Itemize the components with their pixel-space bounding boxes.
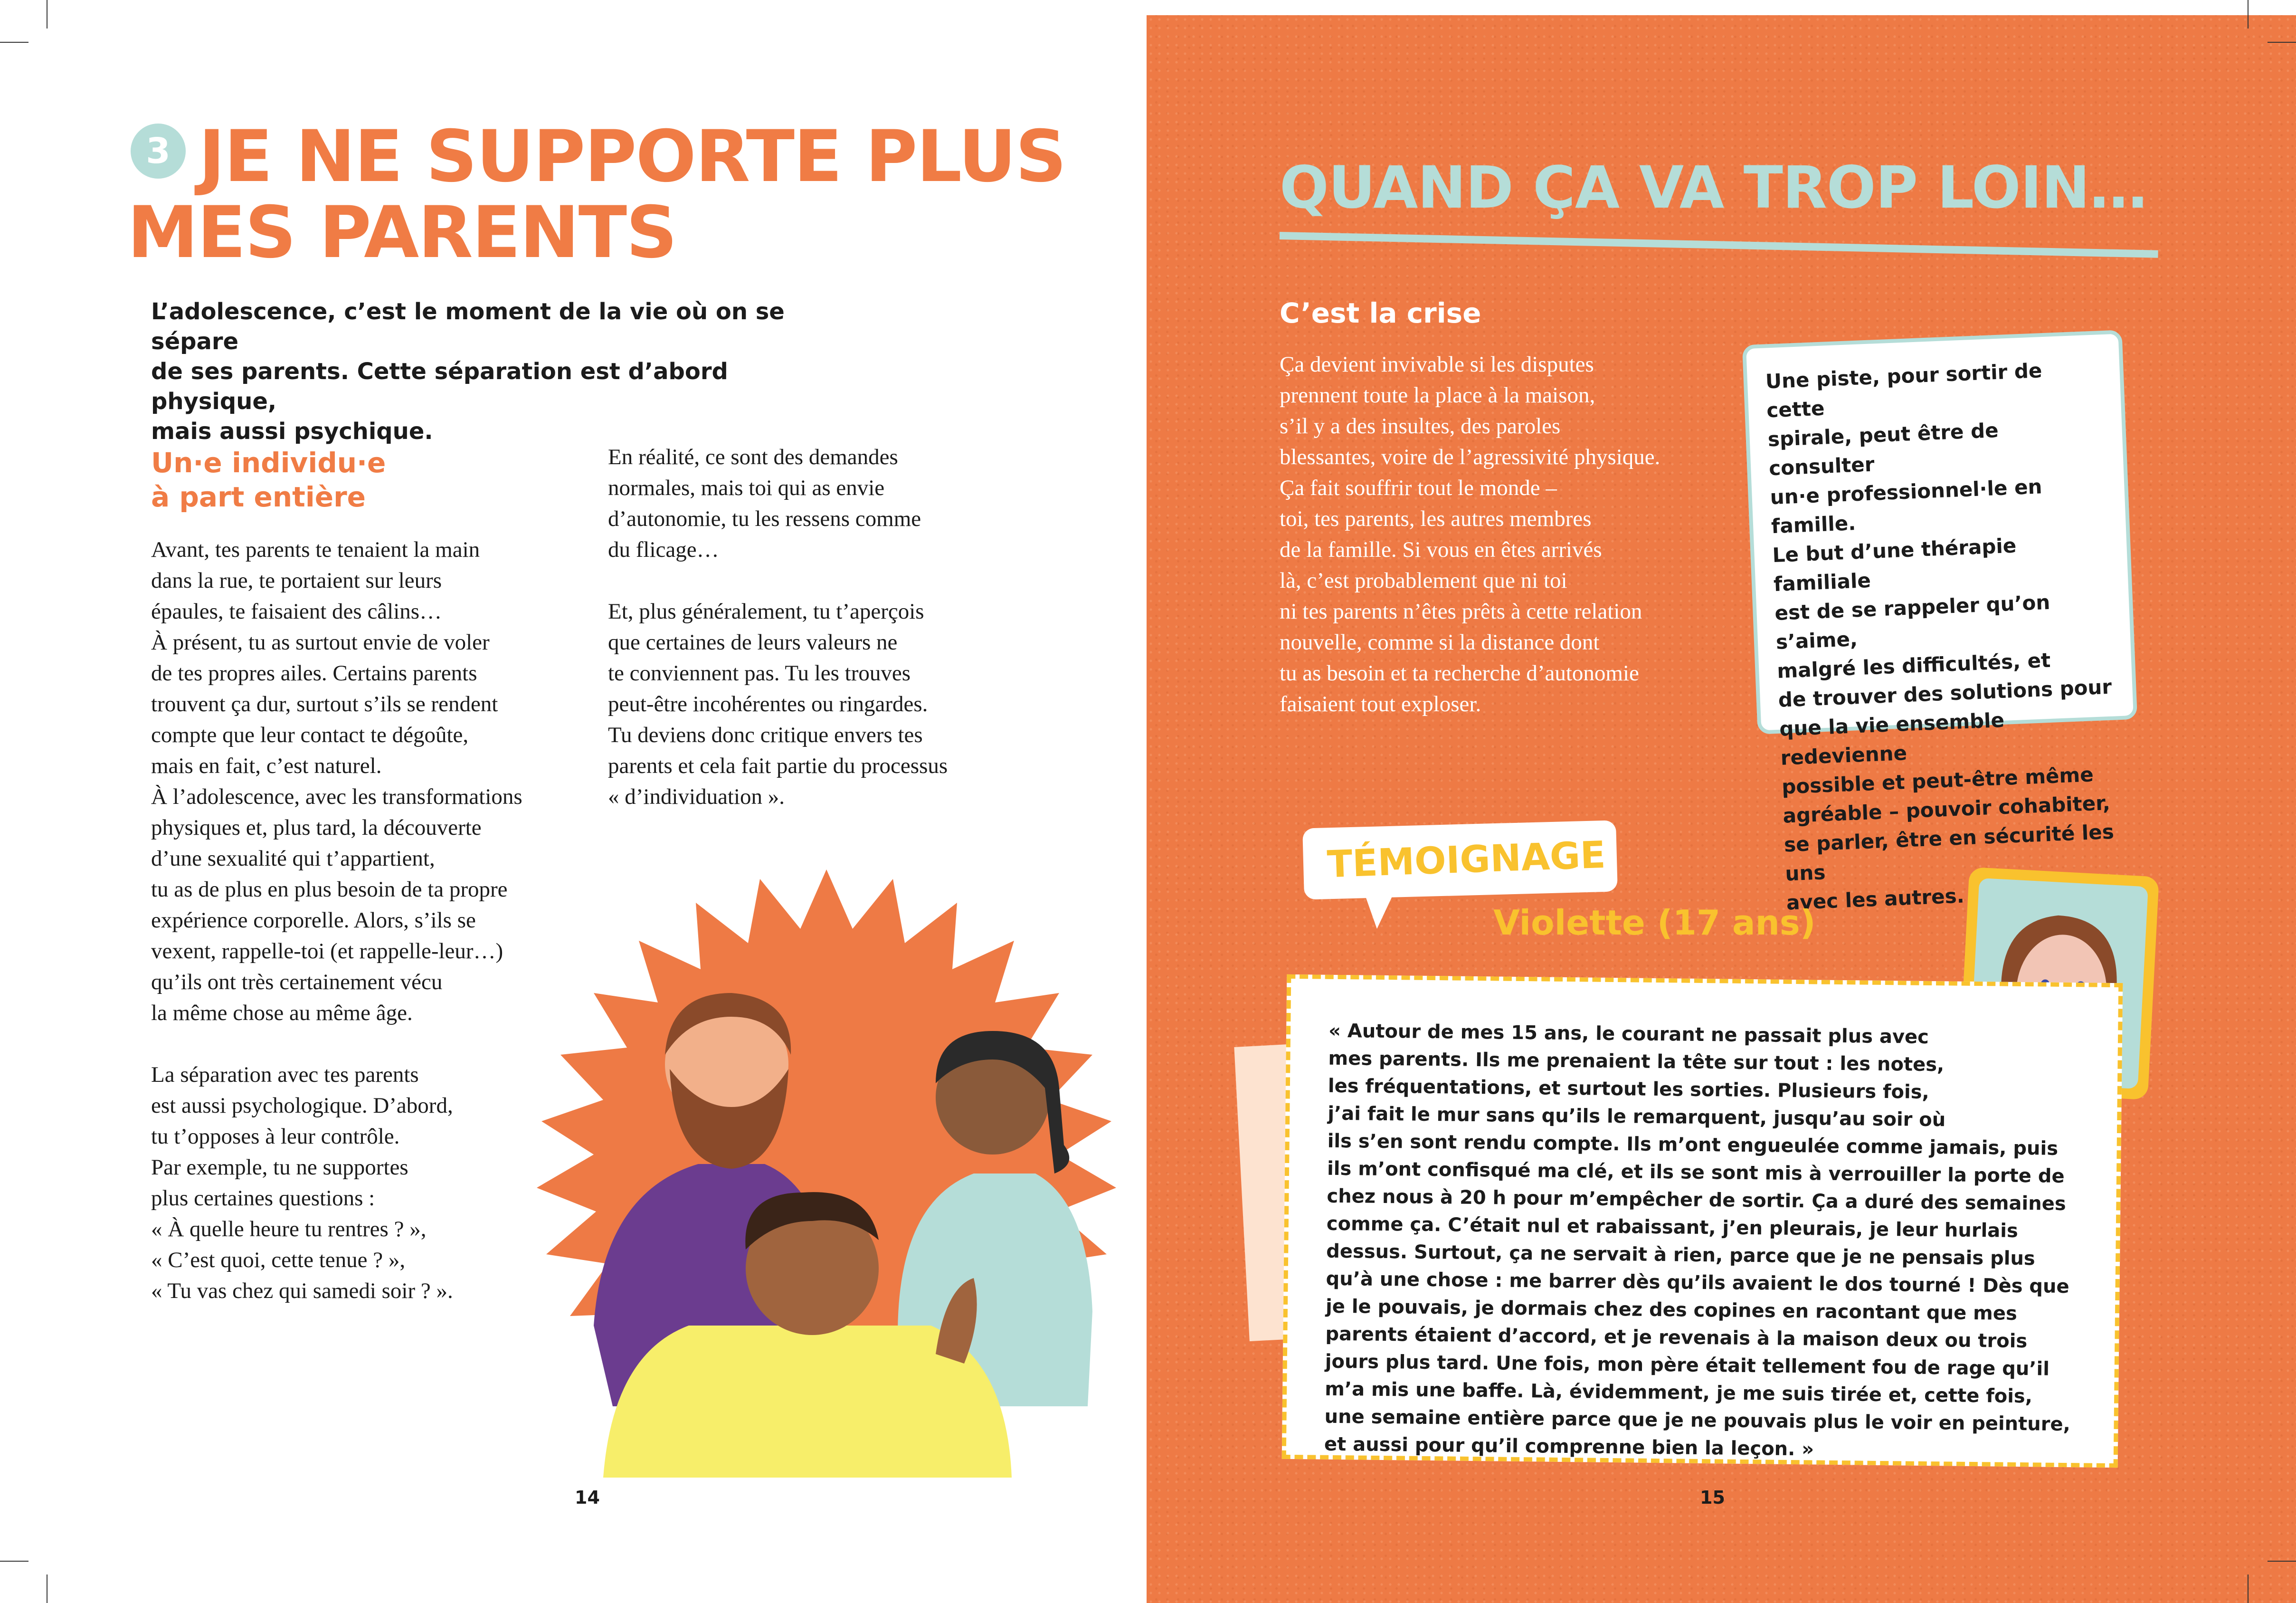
page-number: 14 [575,1487,600,1508]
family-illustration [518,860,1135,1478]
testimony-label: TÉMOIGNAGE [1326,833,1606,887]
chapter-title-line-1: JE NE SUPPORTE PLUS [199,115,1066,198]
chapter-title-line-2: MES PARENTS [127,191,677,274]
page-number: 15 [1700,1487,1725,1508]
crop-mark [0,1561,28,1562]
body-paragraph: La séparation avec tes parents est aussi psychologique. D’abord, tu t’opposes à leur contrôle. Par exemple, tu ne supportes plus certaines questions : « À quelle heure tu rentres ? », « C’est quoi, cette tenue ? », « Tu vas chez qui samedi soir ? ». [151,1062,453,1303]
crisis-paragraph: Ça devient invivable si les disputes prennent toute la place à la maison, s’il y a des insultes, des paroles blessantes, voire de l’agressivité physique. Ça fait souffrir tout le monde – toi, tes parents, les autres membres de la famille. Si vous en êtes arrivés là, c’est probablement que ni toi ni tes parents n’êtes prêts à cette relation nouvelle, comme si la distance dont tu as besoin et ta recherche d’autonomie faisaient tout exploser. [1280,352,1660,716]
crop-mark [2268,42,2296,43]
left-page [0,0,1147,1603]
crisis-heading: C’est la crise [1280,297,1481,329]
speech-bubble-tail [1363,888,1396,929]
crop-mark [2248,0,2249,29]
testimony-quote-card [1282,974,2123,1468]
section-title: QUAND ÇA VA TROP LOIN… [1280,154,2147,221]
body-paragraph: Avant, tes parents te tenaient la main dans la rue, te portaient sur leurs épaules, te faisaient des câlins… À présent, tu as surtout envie de voler de tes propres ailes. Certains parents trouvent ça dur, surtout s’ils se rendent compte que leur contact te dégoûte, mais en fait, c’est naturel. À l’adolescence, avec les transformations physiques et, plus tard, la découverte d’une sexualité qui t’appartient, tu as de plus en plus besoin de ta propre expérience corporelle. Alors, s’ils se vexent, rappelle-toi (et rappelle-leur…) qu’ils ont très certainement vécu la même chose au même âge. [151,537,522,1025]
crop-mark [2248,1574,2249,1603]
crop-mark [0,42,28,43]
body-paragraph: En réalité, ce sont des demandes normales, mais toi qui as envie d’autonomie, tu les ressens comme du flicage… [608,445,921,562]
right-page [1147,0,2296,1603]
tip-text: Une piste, pour sortir de cette spirale, peut être de consulter un·e professionnel·le en famille. Le but d’une thérapie familiale est de se rappeler qu’on s’aime, malgré les difficultés, et de trouver des solutions pour que la vie ensemble redevienne possible et peut-être même agréable – pouvoir cohabiter, se parler, être en sécurité les uns avec les autres. [1765,359,2115,915]
chapter-title [127,115,1101,274]
testimony-quote: « Autour de mes 15 ans, le courant ne passait plus avec mes parents. Ils me prenaient la tête sur tout : les notes, les fréquentations, et surtout les sorties. Plusieurs fois, j’ai fait le mur sans qu’ils le remarquent, jusqu’au soir où ils s’en sont rendu compte. Ils m’ont engueulée comme jamais, puis ils m’ont confisqué ma clé, et ils se sont mis à verrouiller la porte de chez nous à 20 h pour m’empêcher de sortir. Ça a duré des semaines comme ça. C’était nul et rabaissant, j’en pleurais, je leur hurlais dessus. Surtout, ça ne servait à rien, parce que je ne pensais plus qu’à une chose : me barrer dès qu’ils avaient le dos tourné ! Dès que je le pouvais, je dormais chez des copines en racontant que mes parents étaient d’accord, et je revenais à la maison deux ou trois jours plus tard. Une fois, mon père était tellement fou de rage qu’il m’a mis une baffe. Là, évidemment, je me suis tirée et, cette fois, une semaine entière parce que je ne pouvais plus le voir en peinture, et aussi pour qu’il comprenne bien la leçon. » [1324,1020,2071,1460]
section-subheading: Un·e individu·e à part entière [151,447,386,513]
lead-paragraph: L’adolescence, c’est le moment de la vie où on se sépare de ses parents. Cette séparation est d’abord physique, mais aussi psychique. [151,298,785,445]
text-column-1 [151,534,579,1337]
text-column-2 [608,442,1035,843]
testimony-name: Violette (17 ans) [1493,903,1816,943]
chapter-number-badge: 3 [131,124,186,179]
crop-mark [2268,1561,2296,1562]
body-paragraph: Et, plus généralement, tu t’aperçois que certaines de leurs valeurs ne te conviennent pas. Tu les trouves peut-être incohérentes ou ringardes. Tu deviens donc critique envers tes parents et cela fait partie du processus « d’individuation ». [608,599,948,809]
tip-box [1742,330,2137,915]
